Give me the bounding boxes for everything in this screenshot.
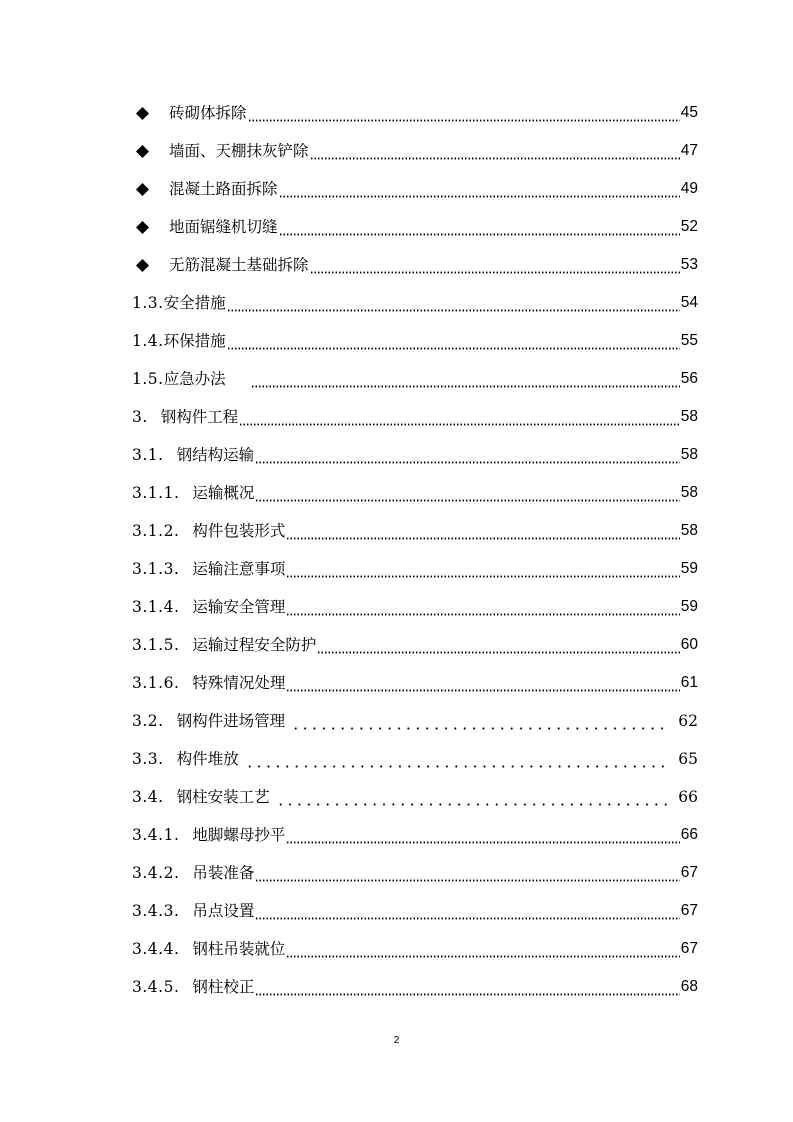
toc-entry-content	[132, 322, 698, 360]
toc-entry-number: 3.1.1.	[132, 484, 180, 502]
toc-entry-page: 66	[678, 788, 698, 806]
toc-entry-content	[132, 892, 698, 930]
toc-entry-title: 安全措施	[163, 294, 226, 312]
dot-leader	[243, 740, 671, 778]
dot-leader	[248, 94, 680, 132]
toc-entry-content	[132, 968, 698, 1006]
toc-entry-title: 运输过程安全防护	[192, 636, 317, 654]
toc-entry-title: 钢构件进场管理	[176, 712, 286, 730]
dot-leader	[286, 512, 679, 550]
toc-entry-number: 3.	[132, 408, 148, 426]
toc-entry-content	[132, 208, 698, 246]
toc-entry[interactable]	[0, 208, 793, 246]
toc-entry[interactable]	[0, 740, 793, 778]
toc-entry-page: 45	[680, 104, 698, 121]
toc-entry-content	[132, 854, 698, 892]
toc-entry-number: 3.1.2.	[132, 522, 180, 540]
dot-leader	[255, 968, 679, 1006]
toc-entry-page: 52	[680, 218, 698, 235]
toc-entry-title: 钢结构运输	[176, 446, 255, 464]
toc-entry-content	[132, 132, 698, 170]
toc-entry[interactable]	[0, 664, 793, 702]
toc-entry[interactable]	[0, 550, 793, 588]
toc-entry-page: 61	[680, 674, 698, 691]
dot-leader	[286, 930, 679, 968]
toc-entry[interactable]	[0, 930, 793, 968]
toc-entry-number: 3.1.6.	[132, 674, 180, 692]
diamond-bullet-icon	[136, 259, 149, 272]
toc-entry-number: 1.3.	[132, 294, 164, 312]
toc-entry-title: 钢柱校正	[192, 978, 255, 996]
toc-entry[interactable]	[0, 132, 793, 170]
toc-entry[interactable]	[0, 322, 793, 360]
dot-leader	[274, 778, 671, 816]
toc-entry-page: 58	[680, 446, 698, 463]
diamond-bullet-icon	[136, 183, 149, 196]
toc-entry-number: 3.2.	[132, 712, 164, 730]
toc-entry-number: 3.4.1.	[132, 826, 180, 844]
toc-entry-title: 吊装准备	[192, 864, 255, 882]
toc-entry-title: 构件包装形式	[192, 522, 286, 540]
toc-entry-page: 65	[678, 750, 698, 768]
toc-entry-page: 55	[680, 332, 698, 349]
toc-entry-title: 应急办法	[163, 370, 226, 388]
dot-leader	[289, 702, 670, 740]
toc-entry-title: 特殊情况处理	[192, 674, 286, 692]
toc-entry-number: 3.3.	[132, 750, 164, 768]
toc-entry-content	[132, 740, 698, 778]
dot-leader	[227, 322, 680, 360]
toc-entry-content	[132, 360, 698, 398]
toc-entry-title: 地脚螺母抄平	[192, 826, 286, 844]
toc-entry-number: 3.4.	[132, 788, 164, 806]
toc-entry-number: 3.4.4.	[132, 940, 180, 958]
toc-entry[interactable]	[0, 436, 793, 474]
toc-entry-number: 3.4.3.	[132, 902, 180, 920]
diamond-bullet-icon	[136, 221, 149, 234]
toc-entry-page: 58	[680, 522, 698, 539]
toc-entry-content	[132, 512, 698, 550]
dot-leader	[286, 550, 679, 588]
toc-entry-content	[132, 816, 698, 854]
toc-entry-title: 无筋混凝土基础拆除	[169, 256, 309, 274]
diamond-bullet-icon	[136, 145, 149, 158]
dot-leader	[286, 588, 679, 626]
toc-entry-title: 地面锯缝机切缝	[169, 218, 278, 236]
toc-entry[interactable]	[0, 512, 793, 550]
toc-entry[interactable]	[0, 588, 793, 626]
dot-leader	[310, 246, 680, 284]
toc-entry-page: 54	[680, 294, 698, 311]
dot-leader	[286, 816, 679, 854]
toc-entry[interactable]	[0, 360, 793, 398]
toc-entry-content	[132, 170, 698, 208]
toc-entry-content	[132, 664, 698, 702]
page-number-footer: 2	[393, 1035, 400, 1046]
toc-entry-number: 3.1.3.	[132, 560, 180, 578]
toc-entry-content	[132, 930, 698, 968]
toc-entry-page: 62	[678, 712, 698, 730]
dot-leader	[227, 284, 680, 322]
toc-entry-content	[132, 588, 698, 626]
toc-entry[interactable]	[0, 474, 793, 512]
toc-entry[interactable]	[0, 816, 793, 854]
toc-entry[interactable]	[0, 778, 793, 816]
toc-entry[interactable]	[0, 702, 793, 740]
toc-entry-number: 1.4.	[132, 332, 164, 350]
diamond-bullet-icon	[136, 107, 149, 120]
dot-leader	[239, 398, 679, 436]
toc-entry-page: 60	[680, 636, 698, 653]
toc-entry-content	[132, 398, 698, 436]
toc-entry-title: 运输注意事项	[192, 560, 286, 578]
toc-entry-title: 吊点设置	[192, 902, 255, 920]
toc-entry-title: 钢柱吊装就位	[192, 940, 286, 958]
toc-entry[interactable]	[0, 626, 793, 664]
toc-entry[interactable]	[0, 246, 793, 284]
dot-leader	[255, 436, 680, 474]
toc-entry-page: 59	[680, 598, 698, 615]
toc-entry[interactable]	[0, 284, 793, 322]
toc-entry[interactable]	[0, 892, 793, 930]
toc-entry-page: 68	[680, 978, 698, 995]
toc-entry-title: 运输概况	[192, 484, 255, 502]
toc-entry-title: 墙面、天棚抹灰铲除	[169, 142, 309, 160]
toc-entry-number: 3.1.	[132, 446, 164, 464]
toc-entry-content	[132, 436, 698, 474]
toc-entry-number: 3.1.5.	[132, 636, 180, 654]
dot-leader	[251, 360, 680, 398]
dot-leader	[310, 132, 680, 170]
toc-entry-title: 构件堆放	[176, 750, 239, 768]
toc-entry-content	[132, 246, 698, 284]
toc-entry-content	[132, 702, 698, 740]
dot-leader	[286, 664, 679, 702]
toc-entry-content	[132, 626, 698, 664]
toc-entry-content	[132, 94, 698, 132]
toc-entry-content	[132, 474, 698, 512]
dot-leader	[255, 892, 679, 930]
toc-entry-title: 钢柱安装工艺	[176, 788, 270, 806]
toc-entry-title: 混凝土路面拆除	[169, 180, 278, 198]
toc-entry-page: 66	[680, 826, 698, 843]
toc-entry[interactable]	[0, 968, 793, 1006]
toc-entry-number: 3.4.2.	[132, 864, 180, 882]
toc-entry-page: 53	[680, 256, 698, 273]
toc-entry-page: 56	[680, 370, 698, 387]
toc-entry-content	[132, 778, 698, 816]
toc-entry-number: 3.1.4.	[132, 598, 180, 616]
toc-entry-title: 钢构件工程	[160, 408, 239, 426]
toc-entry-number: 1.5.	[132, 370, 164, 388]
toc-entry-title: 环保措施	[163, 332, 226, 350]
toc-entry-page: 67	[680, 902, 698, 919]
dot-leader	[317, 626, 679, 664]
toc-entry[interactable]	[0, 170, 793, 208]
toc-entry[interactable]	[0, 94, 793, 132]
toc-entry-title: 砖砌体拆除	[169, 104, 247, 122]
toc-entry-content	[132, 284, 698, 322]
toc-entry-page: 67	[680, 940, 698, 957]
toc-entry-page: 58	[680, 484, 698, 501]
toc-entry-page: 59	[680, 560, 698, 577]
dot-leader	[279, 170, 680, 208]
dot-leader	[279, 208, 680, 246]
toc-entry-page: 49	[680, 180, 698, 197]
toc-entry-title: 运输安全管理	[192, 598, 286, 616]
toc-entry-page: 67	[680, 864, 698, 881]
toc-entry-page: 47	[680, 142, 698, 159]
dot-leader	[255, 854, 679, 892]
toc-entry-number: 3.4.5.	[132, 978, 180, 996]
dot-leader	[255, 474, 679, 512]
toc-entry[interactable]	[0, 854, 793, 892]
toc-entry-content	[132, 550, 698, 588]
toc-entry-page: 58	[680, 408, 698, 425]
toc-entry[interactable]	[0, 398, 793, 436]
